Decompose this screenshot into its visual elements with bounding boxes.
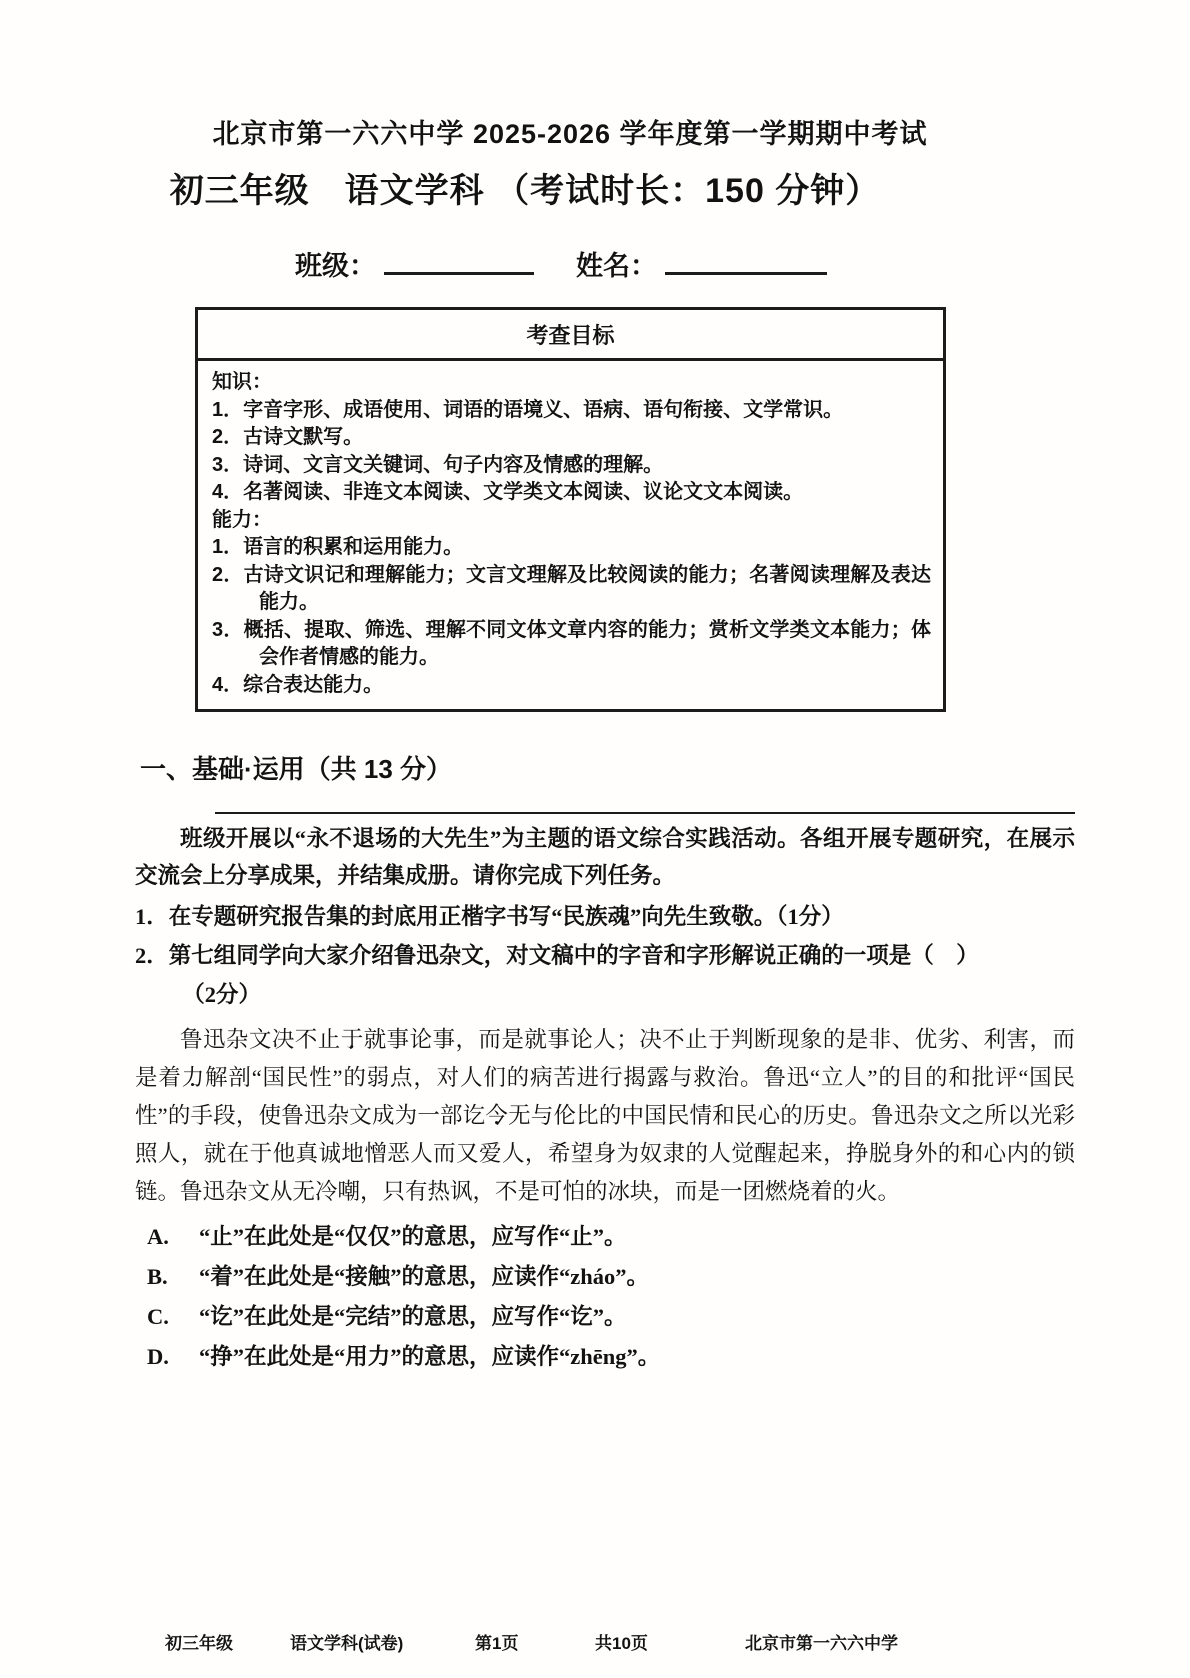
divider-line bbox=[215, 812, 1075, 814]
knowledge-item: 3．诗词、文言文关键词、句子内容及情感的理解。 bbox=[212, 453, 664, 476]
question-2-score: （2分） bbox=[182, 982, 262, 1007]
footer-grade: 初三年级 bbox=[165, 1634, 233, 1653]
option-row-c bbox=[147, 1297, 1075, 1337]
footer-page-number: 第1页 bbox=[475, 1634, 519, 1653]
option-text-b: “着”在此处是“接触”的意思，应读作“zháo”。 bbox=[199, 1264, 650, 1289]
ability-item: 2．古诗文识记和理解能力；文言文理解及比较阅读的能力；名著阅读理解及表达能力。 bbox=[212, 563, 931, 613]
footer-subject: 语文学科(试卷) bbox=[290, 1634, 404, 1653]
knowledge-item: 4．名著阅读、非连文本阅读、文学类文本阅读、议论文文本阅读。 bbox=[212, 481, 804, 503]
options-list bbox=[147, 1217, 1075, 1377]
question-1: 1．在专题研究报告集的封底用正楷字书写“民族魂”向先生致敬。（1分） bbox=[135, 904, 844, 929]
intro-paragraph: 班级开展以“永不退场的大先生”为主题的语文综合实践活动。各组开展专题研究，在展示交流会上分享成果，并结集成册。请你完成下列任务。 bbox=[135, 826, 1075, 888]
ability-item: 3．概括、提取、筛选、理解不同文体文章内容的能力；赏析文学类文本能力；体会作者情感的能力。 bbox=[212, 618, 931, 668]
option-letter-b: B. bbox=[147, 1264, 168, 1289]
exam-goals-box bbox=[195, 307, 946, 712]
knowledge-item: 2．古诗文默写。 bbox=[212, 426, 364, 448]
footer-school: 北京市第一六六中学 bbox=[745, 1634, 898, 1653]
option-letter-a: A. bbox=[147, 1224, 169, 1249]
class-blank bbox=[384, 246, 534, 275]
ability-item: 4．综合表达能力。 bbox=[212, 673, 384, 696]
option-row-a bbox=[147, 1217, 1075, 1257]
option-text-c: “讫”在此处是“完结”的意思，应写作“讫”。 bbox=[199, 1304, 627, 1329]
footer-total-pages: 共10页 bbox=[595, 1634, 648, 1653]
class-label: 班级： bbox=[295, 251, 376, 281]
exam-goals-body bbox=[198, 361, 943, 709]
passage-text: 鲁迅杂文决不止于就事论事，而是就事论人；决不止于判断现象的是非、优劣、利害，而是着力解剖“国民性”的弱点，对人们的病苦进行揭露与救治。鲁迅“立人”的目的和批评“国民性”的手段，使鲁迅杂文成为一部讫今无与伦比的中国民情和民心的历史。鲁迅杂文之所以光彩照人，就在于他真诚地憎恶人而又爱人，希望身为奴隶的人觉醒起来，挣脱身外的和心内的锁链。鲁迅杂文从无冷嘲，只有热讽，不是可怕的冰块，而是一团燃烧着的火。 bbox=[135, 1027, 1075, 1204]
ability-label: 能力： bbox=[212, 508, 272, 531]
option-letter-d: D. bbox=[147, 1344, 169, 1369]
section-one-heading: 一、基础·运用（共 13 分） bbox=[140, 754, 453, 784]
question-2: 2．第七组同学向大家介绍鲁迅杂文，对文稿中的字音和字形解说正确的一项是（ ） bbox=[135, 943, 979, 968]
student-id-row bbox=[295, 246, 1075, 283]
exam-goals-header: 考查目标 bbox=[198, 310, 943, 361]
option-letter-c: C. bbox=[147, 1304, 169, 1329]
page-title: 北京市第一六六中学 2025-2026 学年度第一学期期中考试 bbox=[212, 119, 928, 149]
option-text-d: “挣”在此处是“用力”的意思，应读作“zhēng”。 bbox=[199, 1344, 661, 1369]
ability-item: 1．语言的积累和运用能力。 bbox=[212, 536, 464, 558]
page-subtitle: 初三年级 语文学科 （考试时长：150 分钟） bbox=[169, 172, 881, 210]
name-label: 姓名： bbox=[576, 251, 657, 281]
knowledge-item: 1．字音字形、成语使用、词语的语境义、语病、语句衔接、文学常识。 bbox=[212, 398, 844, 421]
knowledge-label: 知识： bbox=[212, 371, 272, 393]
option-text-a: “止”在此处是“仅仅”的意思，应写作“止”。 bbox=[199, 1224, 627, 1249]
option-row-b bbox=[147, 1257, 1075, 1297]
name-blank bbox=[665, 246, 827, 275]
option-row-d bbox=[147, 1337, 1075, 1377]
page-footer bbox=[0, 1632, 1190, 1656]
